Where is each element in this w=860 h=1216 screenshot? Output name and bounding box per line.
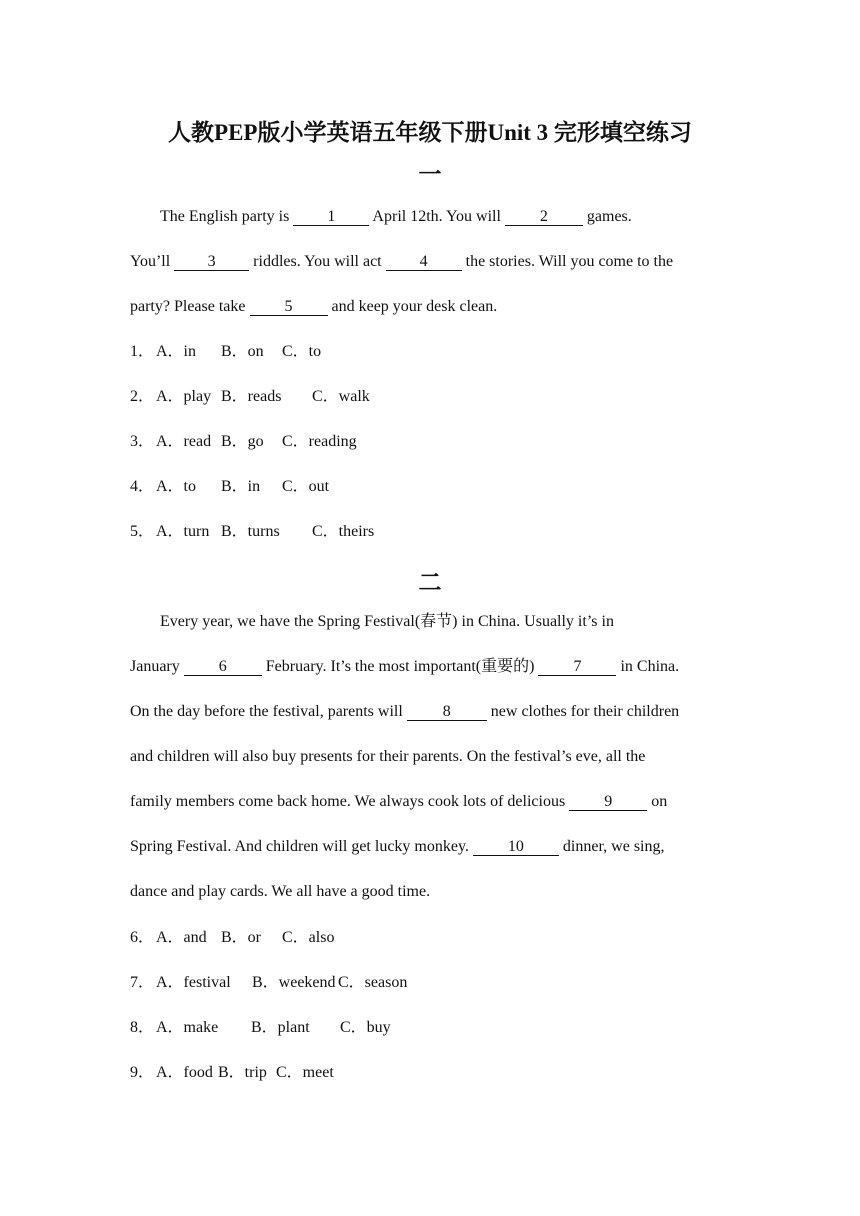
section-heading-1: 一 bbox=[418, 162, 442, 187]
passage-line: January 6 February. It’s the most important(重要的) 7 in China. bbox=[130, 658, 680, 675]
blank-7: 7 bbox=[538, 658, 616, 676]
blank-5: 5 bbox=[250, 298, 328, 316]
blank-3: 3 bbox=[174, 253, 249, 271]
section-heading-2: 二 bbox=[418, 570, 442, 595]
passage-line: party? Please take 5 and keep your desk clean. bbox=[130, 298, 498, 315]
passage-line: and children will also buy presents for their parents. On the festival’s eve, all the bbox=[130, 748, 646, 765]
passage-line: family members come back home. We always cook lots of delicious 9 on bbox=[130, 793, 668, 810]
blank-2: 2 bbox=[505, 208, 583, 226]
passage-line: You’ll 3 riddles. You will act 4 the stories. Will you come to the bbox=[130, 253, 674, 270]
passage-line: Every year, we have the Spring Festival(春节) in China. Usually it’s in bbox=[160, 613, 614, 630]
blank-8: 8 bbox=[407, 703, 487, 721]
blank-10: 10 bbox=[473, 838, 559, 856]
blank-9: 9 bbox=[569, 793, 647, 811]
blank-6: 6 bbox=[184, 658, 262, 676]
blank-4: 4 bbox=[386, 253, 462, 271]
passage-line: The English party is 1 April 12th. You will 2 games. bbox=[160, 208, 632, 225]
passage-line: dance and play cards. We all have a good time. bbox=[130, 883, 431, 900]
passage-line: On the day before the festival, parents will 8 new clothes for their children bbox=[130, 703, 680, 720]
blank-1: 1 bbox=[293, 208, 369, 226]
passage-line: Spring Festival. And children will get lucky monkey. 10 dinner, we sing, bbox=[130, 838, 665, 855]
page-title: 人教PEP版小学英语五年级下册Unit 3 完形填空练习 bbox=[168, 120, 692, 145]
